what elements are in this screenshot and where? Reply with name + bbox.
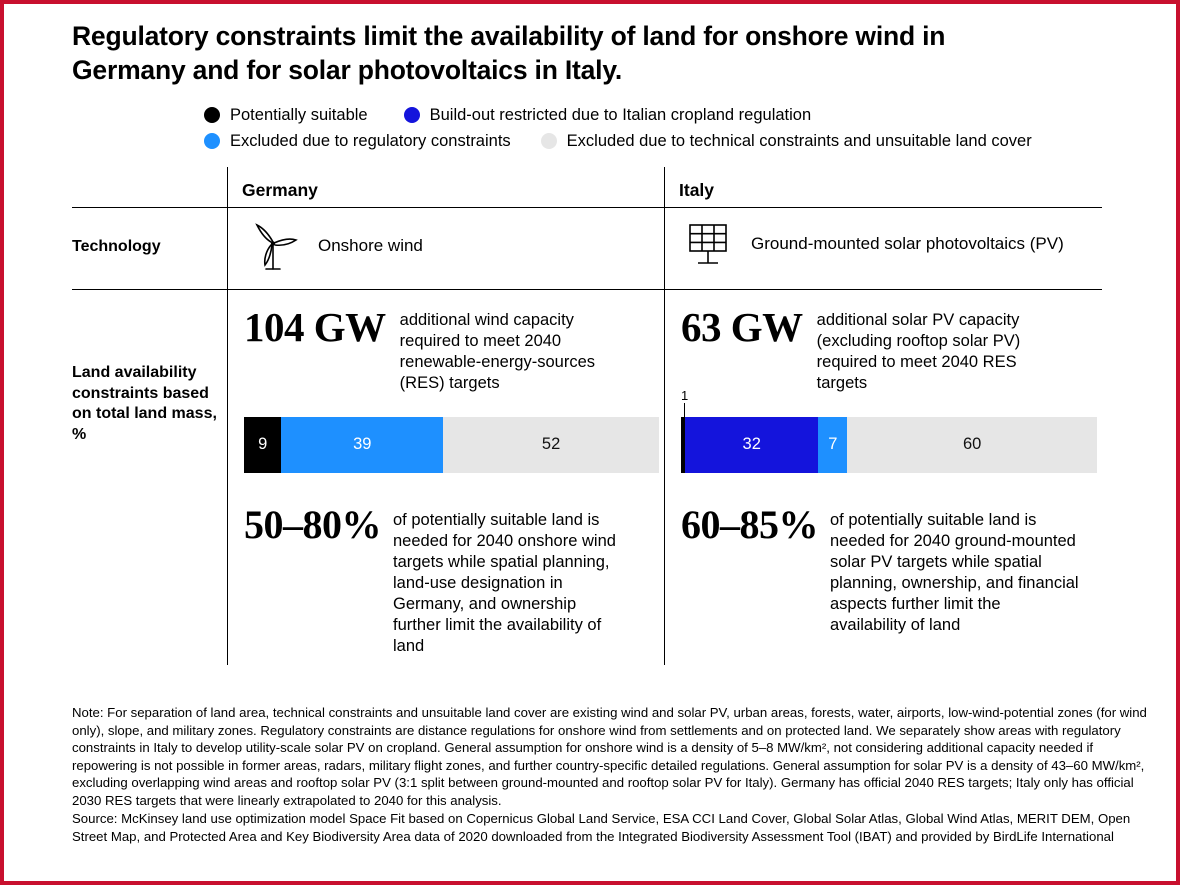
bar-segment-technical-italy: 60: [847, 417, 1097, 473]
capacity-desc-germany: additional wind capacity required to meet 2040 renewable-energy-sources (RES) targets: [399, 310, 596, 392]
page-title: Regulatory constraints limit the availability of land for onshore wind in Germany and for solar photovoltaics in Italy.: [72, 21, 946, 85]
legend-swatch-grey: [541, 133, 557, 149]
capacity-block-italy: [681, 303, 1101, 394]
row-label-technology: Technology: [72, 237, 161, 255]
row-label-land-availability: Land availability constraints based on total land mass, %: [72, 363, 217, 444]
capacity-block-germany: [244, 303, 654, 394]
bar-annotation-tick: [684, 403, 685, 417]
technology-label-italy: Ground-mounted solar photovoltaics (PV): [751, 234, 1064, 254]
legend-swatch-darkblue: [404, 107, 420, 123]
legend-label-potentially-suitable: Potentially suitable: [230, 105, 368, 124]
share-desc-germany: of potentially suitable land is needed for 2040 onshore wind targets while spatial planning, land-use designation in Germany, and ownership further limit the availability of land: [393, 510, 616, 655]
share-value-germany: 50–80%: [244, 501, 381, 547]
technology-cell-germany: [244, 217, 423, 275]
technology-cell-italy: [681, 217, 1081, 271]
footnotes: [72, 704, 1152, 845]
wind-turbine-icon: [244, 217, 302, 275]
column-header-italy: Italy: [679, 179, 715, 200]
bar-segment-technical-germany: 52: [443, 417, 659, 473]
legend-row-1: [204, 106, 1164, 125]
legend-row-2: [204, 132, 1164, 151]
legend-label-regulatory: Excluded due to regulatory constraints: [230, 131, 511, 150]
capacity-value-germany: 104 GW: [244, 303, 386, 350]
technology-label-germany: Onshore wind: [318, 236, 423, 256]
bar-segment-regulatory-germany: 39: [281, 417, 443, 473]
rule-vertical-italy: [664, 167, 665, 665]
stacked-bar-italy: [681, 417, 1097, 473]
rule-vertical-germany: [227, 167, 228, 665]
legend-regulatory: [204, 132, 511, 151]
bar-segment-cropland-italy: 32: [685, 417, 818, 473]
bar-segment-potentially-suitable-germany: 9: [244, 417, 281, 473]
comparison-table: [72, 167, 1102, 687]
capacity-desc-italy: additional solar PV capacity (excluding rooftop solar PV) required to meet 2040 RES targets: [816, 310, 1021, 392]
legend-swatch-black: [204, 107, 220, 123]
bar-segment-regulatory-italy: 7: [818, 417, 847, 473]
share-desc-italy: of potentially suitable land is needed for 2040 ground-mounted solar PV targets while spatial planning, ownership, and financial aspects further limit the availability of land: [830, 510, 1079, 634]
legend-label-italian-cropland: Build-out restricted due to Italian cropland regulation: [429, 105, 812, 124]
legend-label-technical: Excluded due to technical constraints and unsuitable land cover: [566, 131, 1032, 150]
solar-panel-icon: [681, 217, 735, 271]
footnote-source: Source: McKinsey land use optimization model Space Fit based on Copernicus Global Land Service, ESA CCI Land Cover, Global Solar Atlas, Global Wind Atlas, MERIT DEM, Open Street Map, and Protected Area and Key Biodiversity Area data of 2020 downloaded from the Integrated Biodiversity Assessment Tool (IBAT) and provided by BirdLife International: [72, 811, 1131, 844]
capacity-value-italy: 63 GW: [681, 303, 803, 350]
share-block-germany: [244, 501, 659, 657]
legend-italian-cropland: [404, 106, 812, 125]
bar-annotation-italy-suitable: 1: [681, 387, 689, 403]
chart-legend: [204, 106, 1164, 151]
legend-swatch-blue: [204, 133, 220, 149]
footnote-note: Note: For separation of land area, technical constraints and unsuitable land cover are existing wind and solar PV, urban areas, forests, water, airports, low-wind-potential zones (for wind only), slope, and military zones. Regulatory constraints are distance regulations for onshore wind from settlements and on protected land. We separately show areas with regulatory constraints in Italy to develop utility-scale solar PV on cropland. General assumption for onshore wind is a density of 5–8 MW/km², not considering additional capacity needed if repowering is not possible in former areas, radars, military flight zones, and further country-specific detailed regulations. General assumption for solar PV is a density of 43–60 MW/km², excluding overlapping wind areas and rooftop solar PV (3:1 split between ground-mounted and rooftop solar PV for Italy). Germany has official 2040 RES targets; Italy only has official 2030 RES targets that were linearly extrapolated to 2040 for this analysis.: [72, 705, 1147, 808]
stacked-bar-germany: [244, 417, 659, 473]
share-block-italy: [681, 501, 1101, 636]
legend-technical: [541, 132, 1032, 151]
legend-potentially-suitable: [204, 106, 368, 125]
share-value-italy: 60–85%: [681, 501, 818, 547]
column-header-germany: Germany: [242, 179, 318, 200]
